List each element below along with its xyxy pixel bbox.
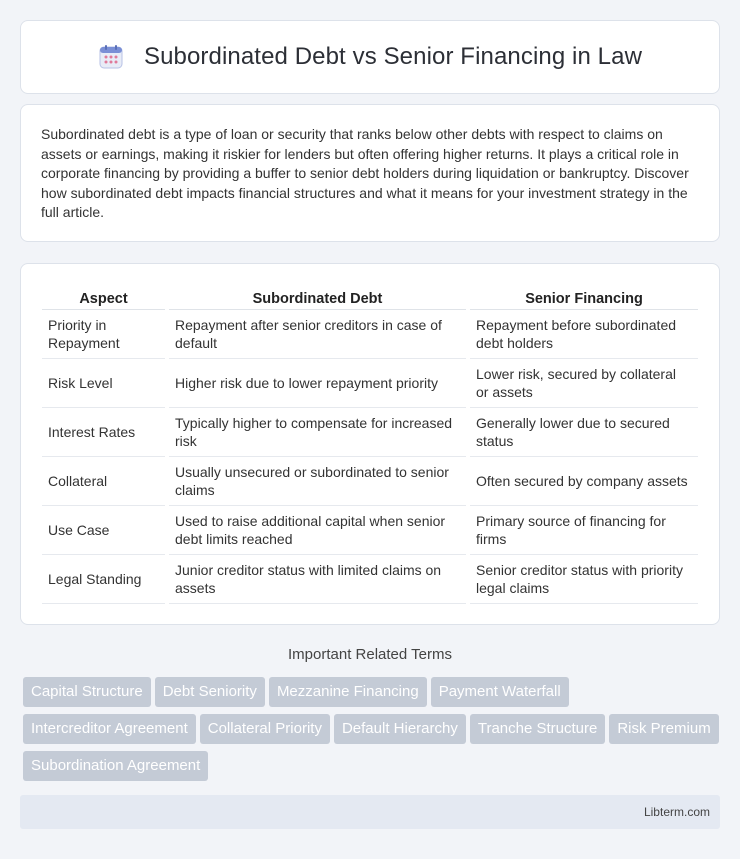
table-row	[42, 358, 698, 407]
table-row	[42, 309, 698, 358]
table-cell: Senior creditor status with priority legal claims	[468, 554, 698, 603]
calendar-icon	[98, 44, 124, 70]
footer-brand-link[interactable]: Libterm.com	[643, 805, 710, 819]
comparison-card	[20, 263, 720, 625]
table-cell: Generally lower due to secured status	[468, 407, 698, 456]
intro-paragraph: Subordinated debt is a type of loan or security that ranks below other debts with respect to claims on assets or earnings, making it riskier for lenders but often offering higher returns. It plays a critical role in corporate financing by providing a buffer to senior debt holders during liquidation or bankruptcy. Discover how subordinated debt impacts financial structures and what it means for your investment strategy in the full article.	[41, 126, 689, 220]
column-header-senior-financing: Senior Financing	[468, 284, 698, 309]
table-cell: Priority in Repayment	[42, 309, 167, 358]
table-row	[42, 554, 698, 603]
related-term-tag[interactable]: Default Hierarchy	[334, 714, 466, 744]
table-cell: Usually unsecured or subordinated to senior claims	[167, 456, 468, 505]
table-cell: Often secured by company assets	[468, 456, 698, 505]
related-term-tag[interactable]: Subordination Agreement	[23, 751, 208, 781]
related-term-tag[interactable]: Debt Seniority	[155, 677, 265, 707]
column-header-subordinated-debt: Subordinated Debt	[167, 284, 468, 309]
table-cell: Lower risk, secured by collateral or assets	[468, 358, 698, 407]
related-term-tag[interactable]: Intercreditor Agreement	[23, 714, 196, 744]
footer	[20, 795, 720, 829]
related-term-tag[interactable]: Mezzanine Financing	[269, 677, 427, 707]
table-cell: Repayment after senior creditors in case of default	[167, 309, 468, 358]
table-row	[42, 407, 698, 456]
table-header-row	[42, 284, 698, 309]
table-cell: Use Case	[42, 505, 167, 554]
table-cell: Used to raise additional capital when senior debt limits reached	[167, 505, 468, 554]
table-cell: Typically higher to compensate for increased risk	[167, 407, 468, 456]
table-row	[42, 505, 698, 554]
related-terms-list	[23, 677, 723, 788]
table-cell: Junior creditor status with limited claims on assets	[167, 554, 468, 603]
table-cell: Higher risk due to lower repayment priority	[167, 358, 468, 407]
table-cell: Primary source of financing for firms	[468, 505, 698, 554]
table-cell: Repayment before subordinated debt holders	[468, 309, 698, 358]
column-header-aspect: Aspect	[42, 284, 167, 309]
comparison-table	[42, 284, 698, 604]
page-title: Subordinated Debt vs Senior Financing in Law	[143, 43, 643, 70]
intro-card	[20, 104, 720, 242]
header-card	[20, 20, 720, 94]
related-term-tag[interactable]: Collateral Priority	[200, 714, 330, 744]
table-cell: Risk Level	[42, 358, 167, 407]
table-cell: Collateral	[42, 456, 167, 505]
related-term-tag[interactable]: Capital Structure	[23, 677, 151, 707]
table-cell: Interest Rates	[42, 407, 167, 456]
related-terms-heading: Important Related Terms	[288, 646, 452, 663]
related-term-tag[interactable]: Tranche Structure	[470, 714, 606, 744]
table-row	[42, 456, 698, 505]
table-cell: Legal Standing	[42, 554, 167, 603]
related-term-tag[interactable]: Risk Premium	[609, 714, 718, 744]
related-term-tag[interactable]: Payment Waterfall	[431, 677, 569, 707]
